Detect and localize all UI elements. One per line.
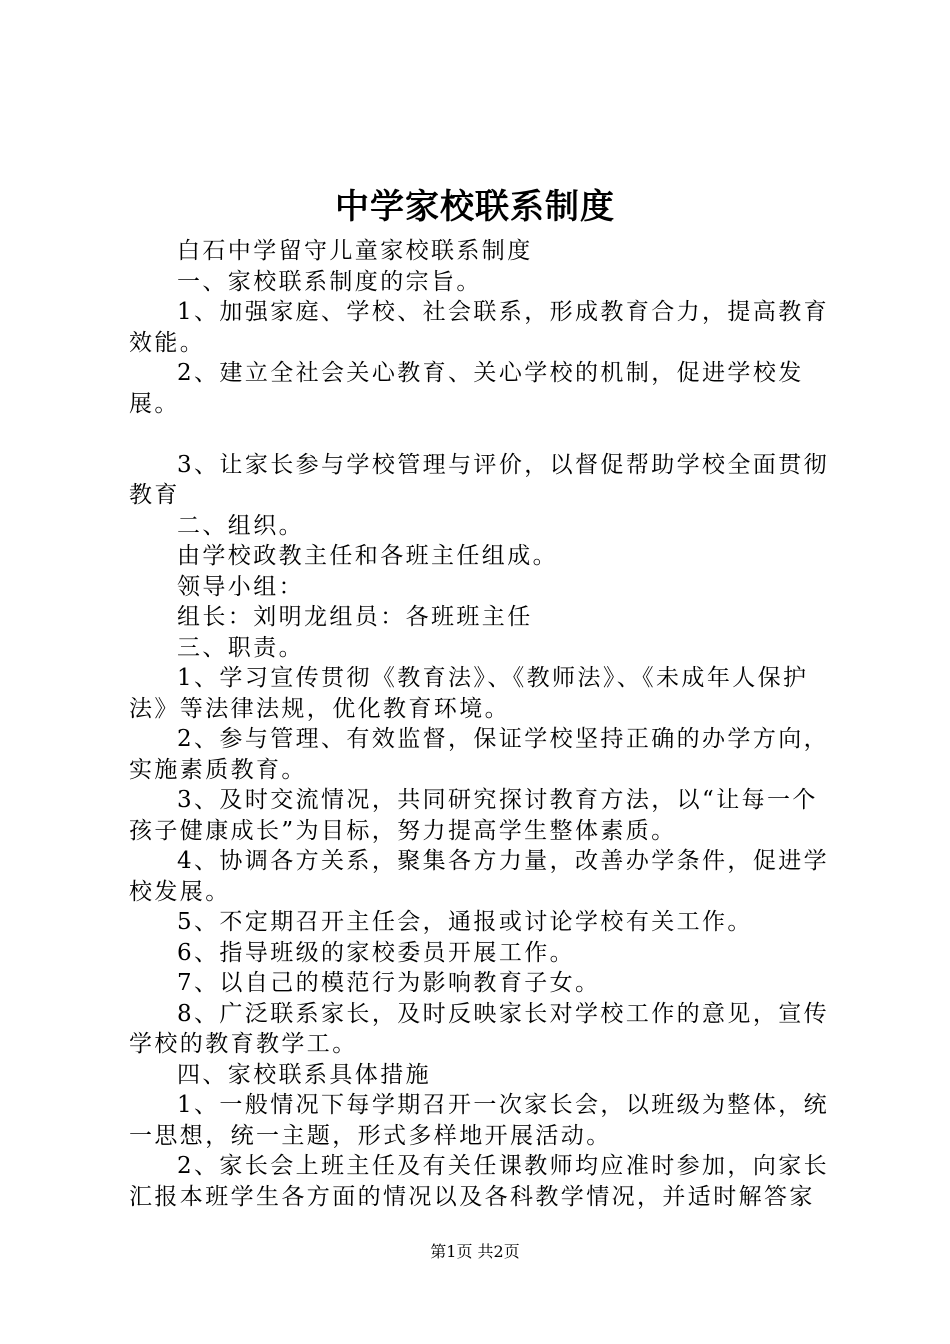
paragraph: 1、一般情况下每学期召开一次家长会，以班级为整体，统一思想，统一主题，形式多样地开展活动。 (129, 1092, 830, 1149)
paragraph: 领导小组： (177, 573, 304, 600)
paragraph: 2、建立全社会关心教育、关心学校的机制，促进学校发展。 (129, 360, 804, 417)
paragraph: 2、家长会上班主任及有关任课教师均应准时参加，向家长汇报本班学生各方面的情况以及各科教学情况，并适时解答家 (129, 1153, 830, 1210)
blank-line (129, 419, 841, 450)
paragraph: 1、加强家庭、学校、社会联系，形成教育合力，提高教育效能。 (129, 299, 830, 356)
section-heading: 一、家校联系制度的宗旨。 (177, 268, 482, 295)
paragraph: 7、以自己的模范行为影响教育子女。 (177, 970, 601, 996)
section-heading: 四、家校联系具体措施 (177, 1061, 431, 1088)
paragraph: 4、协调各方关系，聚集各方力量，改善办学条件，促进学校发展。 (129, 848, 830, 905)
paragraph: 3、及时交流情况，共同研究探讨教育方法，以“让每一个孩子健康成长”为目标，努力提高学生整体素质。 (129, 787, 818, 844)
document-body (129, 236, 841, 1212)
page-title: 中学家校联系制度 (335, 187, 615, 227)
paragraph: 由学校政教主任和各班主任组成。 (177, 543, 558, 569)
section-heading: 三、职责。 (177, 634, 304, 661)
section-heading: 二、组织。 (177, 512, 304, 539)
paragraph: 组长：刘明龙组员：各班班主任 (177, 604, 533, 630)
paragraph: 5、不定期召开主任会，通报或讨论学校有关工作。 (177, 909, 753, 935)
paragraph: 2、参与管理、有效监督，保证学校坚持正确的办学方向，实施素质教育。 (129, 726, 830, 783)
paragraph: 3、让家长参与学校管理与评价，以督促帮助学校全面贯彻教育 (129, 451, 830, 508)
page-number: 第1页 共2页 (430, 1242, 520, 1261)
paragraph: 白石中学留守儿童家校联系制度 (177, 238, 533, 264)
paragraph: 6、指导班级的家校委员开展工作。 (177, 939, 576, 966)
paragraph: 1、学习宣传贯彻《教育法》、《教师法》、《未成年人保护法》等法律法规，优化教育环境。 (129, 665, 809, 722)
paragraph: 8、广泛联系家长，及时反映家长对学校工作的意见，宣传学校的教育教学工。 (129, 1000, 830, 1057)
